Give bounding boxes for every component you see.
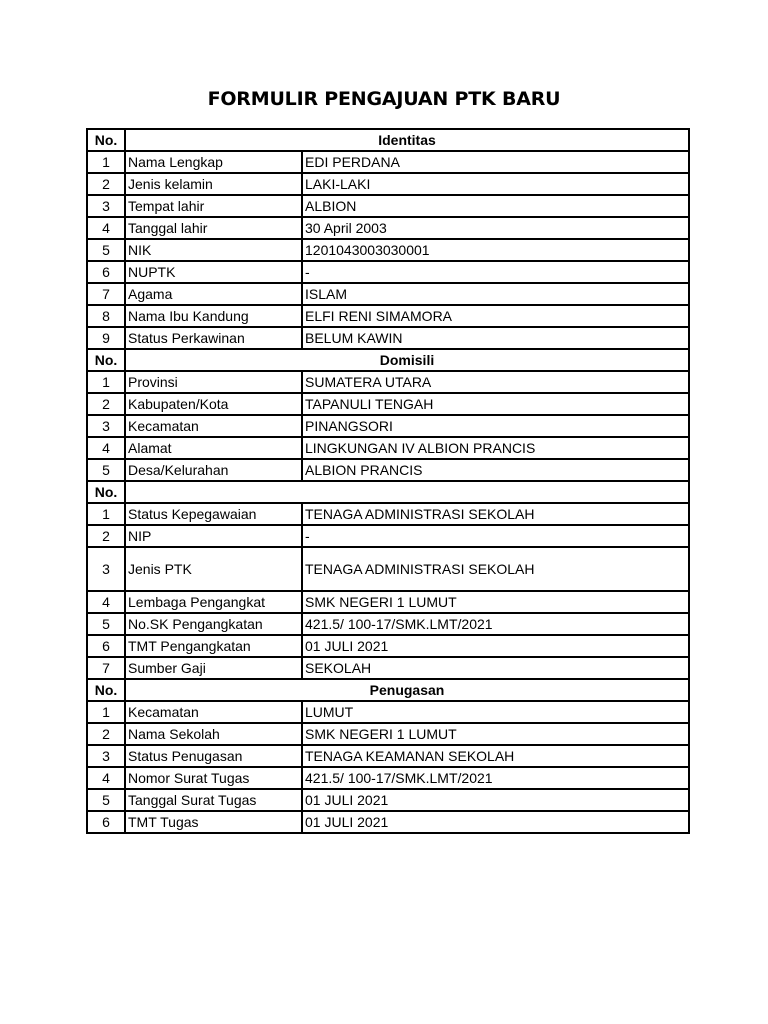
field-label: Tanggal Surat Tugas — [125, 789, 302, 811]
row-number: 2 — [87, 525, 125, 547]
row-number: 2 — [87, 173, 125, 195]
field-value: SUMATERA UTARA — [302, 371, 689, 393]
table-row — [87, 371, 689, 393]
field-value: SMK NEGERI 1 LUMUT — [302, 591, 689, 613]
section-title — [125, 481, 689, 503]
table-row — [87, 503, 689, 525]
row-number: 6 — [87, 261, 125, 283]
table-row — [87, 525, 689, 547]
row-number: 4 — [87, 591, 125, 613]
row-number: 4 — [87, 217, 125, 239]
field-label: Kecamatan — [125, 701, 302, 723]
field-label: Desa/Kelurahan — [125, 459, 302, 481]
table-row — [87, 701, 689, 723]
row-number: 4 — [87, 437, 125, 459]
field-value: 01 JULI 2021 — [302, 635, 689, 657]
table-row — [87, 173, 689, 195]
field-value: - — [302, 261, 689, 283]
row-number: 3 — [87, 195, 125, 217]
field-value: ELFI RENI SIMAMORA — [302, 305, 689, 327]
field-value: ALBION — [302, 195, 689, 217]
table-row — [87, 239, 689, 261]
table-row — [87, 723, 689, 745]
field-value: SMK NEGERI 1 LUMUT — [302, 723, 689, 745]
field-label: Lembaga Pengangkat — [125, 591, 302, 613]
field-label: Sumber Gaji — [125, 657, 302, 679]
table-row — [87, 613, 689, 635]
section-header-kepegawaian — [87, 481, 689, 503]
table-row — [87, 393, 689, 415]
section-header-domisili — [87, 349, 689, 371]
row-number: 5 — [87, 789, 125, 811]
field-label: Nomor Surat Tugas — [125, 767, 302, 789]
field-value: ISLAM — [302, 283, 689, 305]
row-number: 1 — [87, 371, 125, 393]
row-number: 3 — [87, 415, 125, 437]
table-row — [87, 459, 689, 481]
row-number: 3 — [87, 745, 125, 767]
table-row — [87, 767, 689, 789]
field-label: Tanggal lahir — [125, 217, 302, 239]
field-label: Nama Sekolah — [125, 723, 302, 745]
row-number: 3 — [87, 547, 125, 591]
field-value: 30 April 2003 — [302, 217, 689, 239]
field-value: 421.5/ 100-17/SMK.LMT/2021 — [302, 767, 689, 789]
row-number: 7 — [87, 657, 125, 679]
field-label: NUPTK — [125, 261, 302, 283]
row-number: 2 — [87, 393, 125, 415]
field-value: 01 JULI 2021 — [302, 811, 689, 833]
no-column-header: No. — [87, 129, 125, 151]
no-column-header: No. — [87, 349, 125, 371]
row-number: 1 — [87, 503, 125, 525]
field-value: 421.5/ 100-17/SMK.LMT/2021 — [302, 613, 689, 635]
field-value: BELUM KAWIN — [302, 327, 689, 349]
field-value: EDI PERDANA — [302, 151, 689, 173]
row-number: 6 — [87, 635, 125, 657]
field-value: LAKI-LAKI — [302, 173, 689, 195]
row-number: 1 — [87, 151, 125, 173]
field-value: LINGKUNGAN IV ALBION PRANCIS — [302, 437, 689, 459]
row-number: 7 — [87, 283, 125, 305]
field-value: TENAGA ADMINISTRASI SEKOLAH — [302, 547, 689, 591]
row-number: 9 — [87, 327, 125, 349]
form-table — [86, 128, 690, 834]
section-title: Identitas — [125, 129, 689, 151]
table-row — [87, 151, 689, 173]
row-number: 1 — [87, 701, 125, 723]
table-row — [87, 283, 689, 305]
field-value: TENAGA KEAMANAN SEKOLAH — [302, 745, 689, 767]
table-row — [87, 195, 689, 217]
field-value: PINANGSORI — [302, 415, 689, 437]
field-label: Nama Ibu Kandung — [125, 305, 302, 327]
table-row — [87, 547, 689, 591]
section-header-penugasan — [87, 679, 689, 701]
table-row — [87, 745, 689, 767]
field-label: Kabupaten/Kota — [125, 393, 302, 415]
field-label: Provinsi — [125, 371, 302, 393]
field-label: Kecamatan — [125, 415, 302, 437]
field-value: TENAGA ADMINISTRASI SEKOLAH — [302, 503, 689, 525]
row-number: 4 — [87, 767, 125, 789]
field-value: LUMUT — [302, 701, 689, 723]
section-title: Domisili — [125, 349, 689, 371]
field-value: SEKOLAH — [302, 657, 689, 679]
no-column-header: No. — [87, 679, 125, 701]
field-label: No.SK Pengangkatan — [125, 613, 302, 635]
field-label: Alamat — [125, 437, 302, 459]
field-label: Agama — [125, 283, 302, 305]
table-row — [87, 635, 689, 657]
field-value: ALBION PRANCIS — [302, 459, 689, 481]
section-title: Penugasan — [125, 679, 689, 701]
field-label: NIK — [125, 239, 302, 261]
table-row — [87, 811, 689, 833]
row-number: 5 — [87, 239, 125, 261]
section-header-identitas — [87, 129, 689, 151]
field-label: Jenis PTK — [125, 547, 302, 591]
table-row — [87, 415, 689, 437]
field-value: - — [302, 525, 689, 547]
table-row — [87, 591, 689, 613]
field-value: 01 JULI 2021 — [302, 789, 689, 811]
field-value: TAPANULI TENGAH — [302, 393, 689, 415]
field-label: NIP — [125, 525, 302, 547]
row-number: 5 — [87, 613, 125, 635]
page-title: FORMULIR PENGAJUAN PTK BARU — [207, 88, 561, 110]
field-label: Tempat lahir — [125, 195, 302, 217]
field-label: Status Kepegawaian — [125, 503, 302, 525]
row-number: 5 — [87, 459, 125, 481]
no-column-header: No. — [87, 481, 125, 503]
table-row — [87, 305, 689, 327]
table-row — [87, 657, 689, 679]
table-row — [87, 789, 689, 811]
field-value: 1201043003030001 — [302, 239, 689, 261]
field-label: Jenis kelamin — [125, 173, 302, 195]
row-number: 2 — [87, 723, 125, 745]
field-label: TMT Tugas — [125, 811, 302, 833]
row-number: 6 — [87, 811, 125, 833]
row-number: 8 — [87, 305, 125, 327]
table-row — [87, 327, 689, 349]
field-label: Status Perkawinan — [125, 327, 302, 349]
field-label: Status Penugasan — [125, 745, 302, 767]
field-label: TMT Pengangkatan — [125, 635, 302, 657]
table-row — [87, 437, 689, 459]
table-row — [87, 261, 689, 283]
field-label: Nama Lengkap — [125, 151, 302, 173]
table-row — [87, 217, 689, 239]
